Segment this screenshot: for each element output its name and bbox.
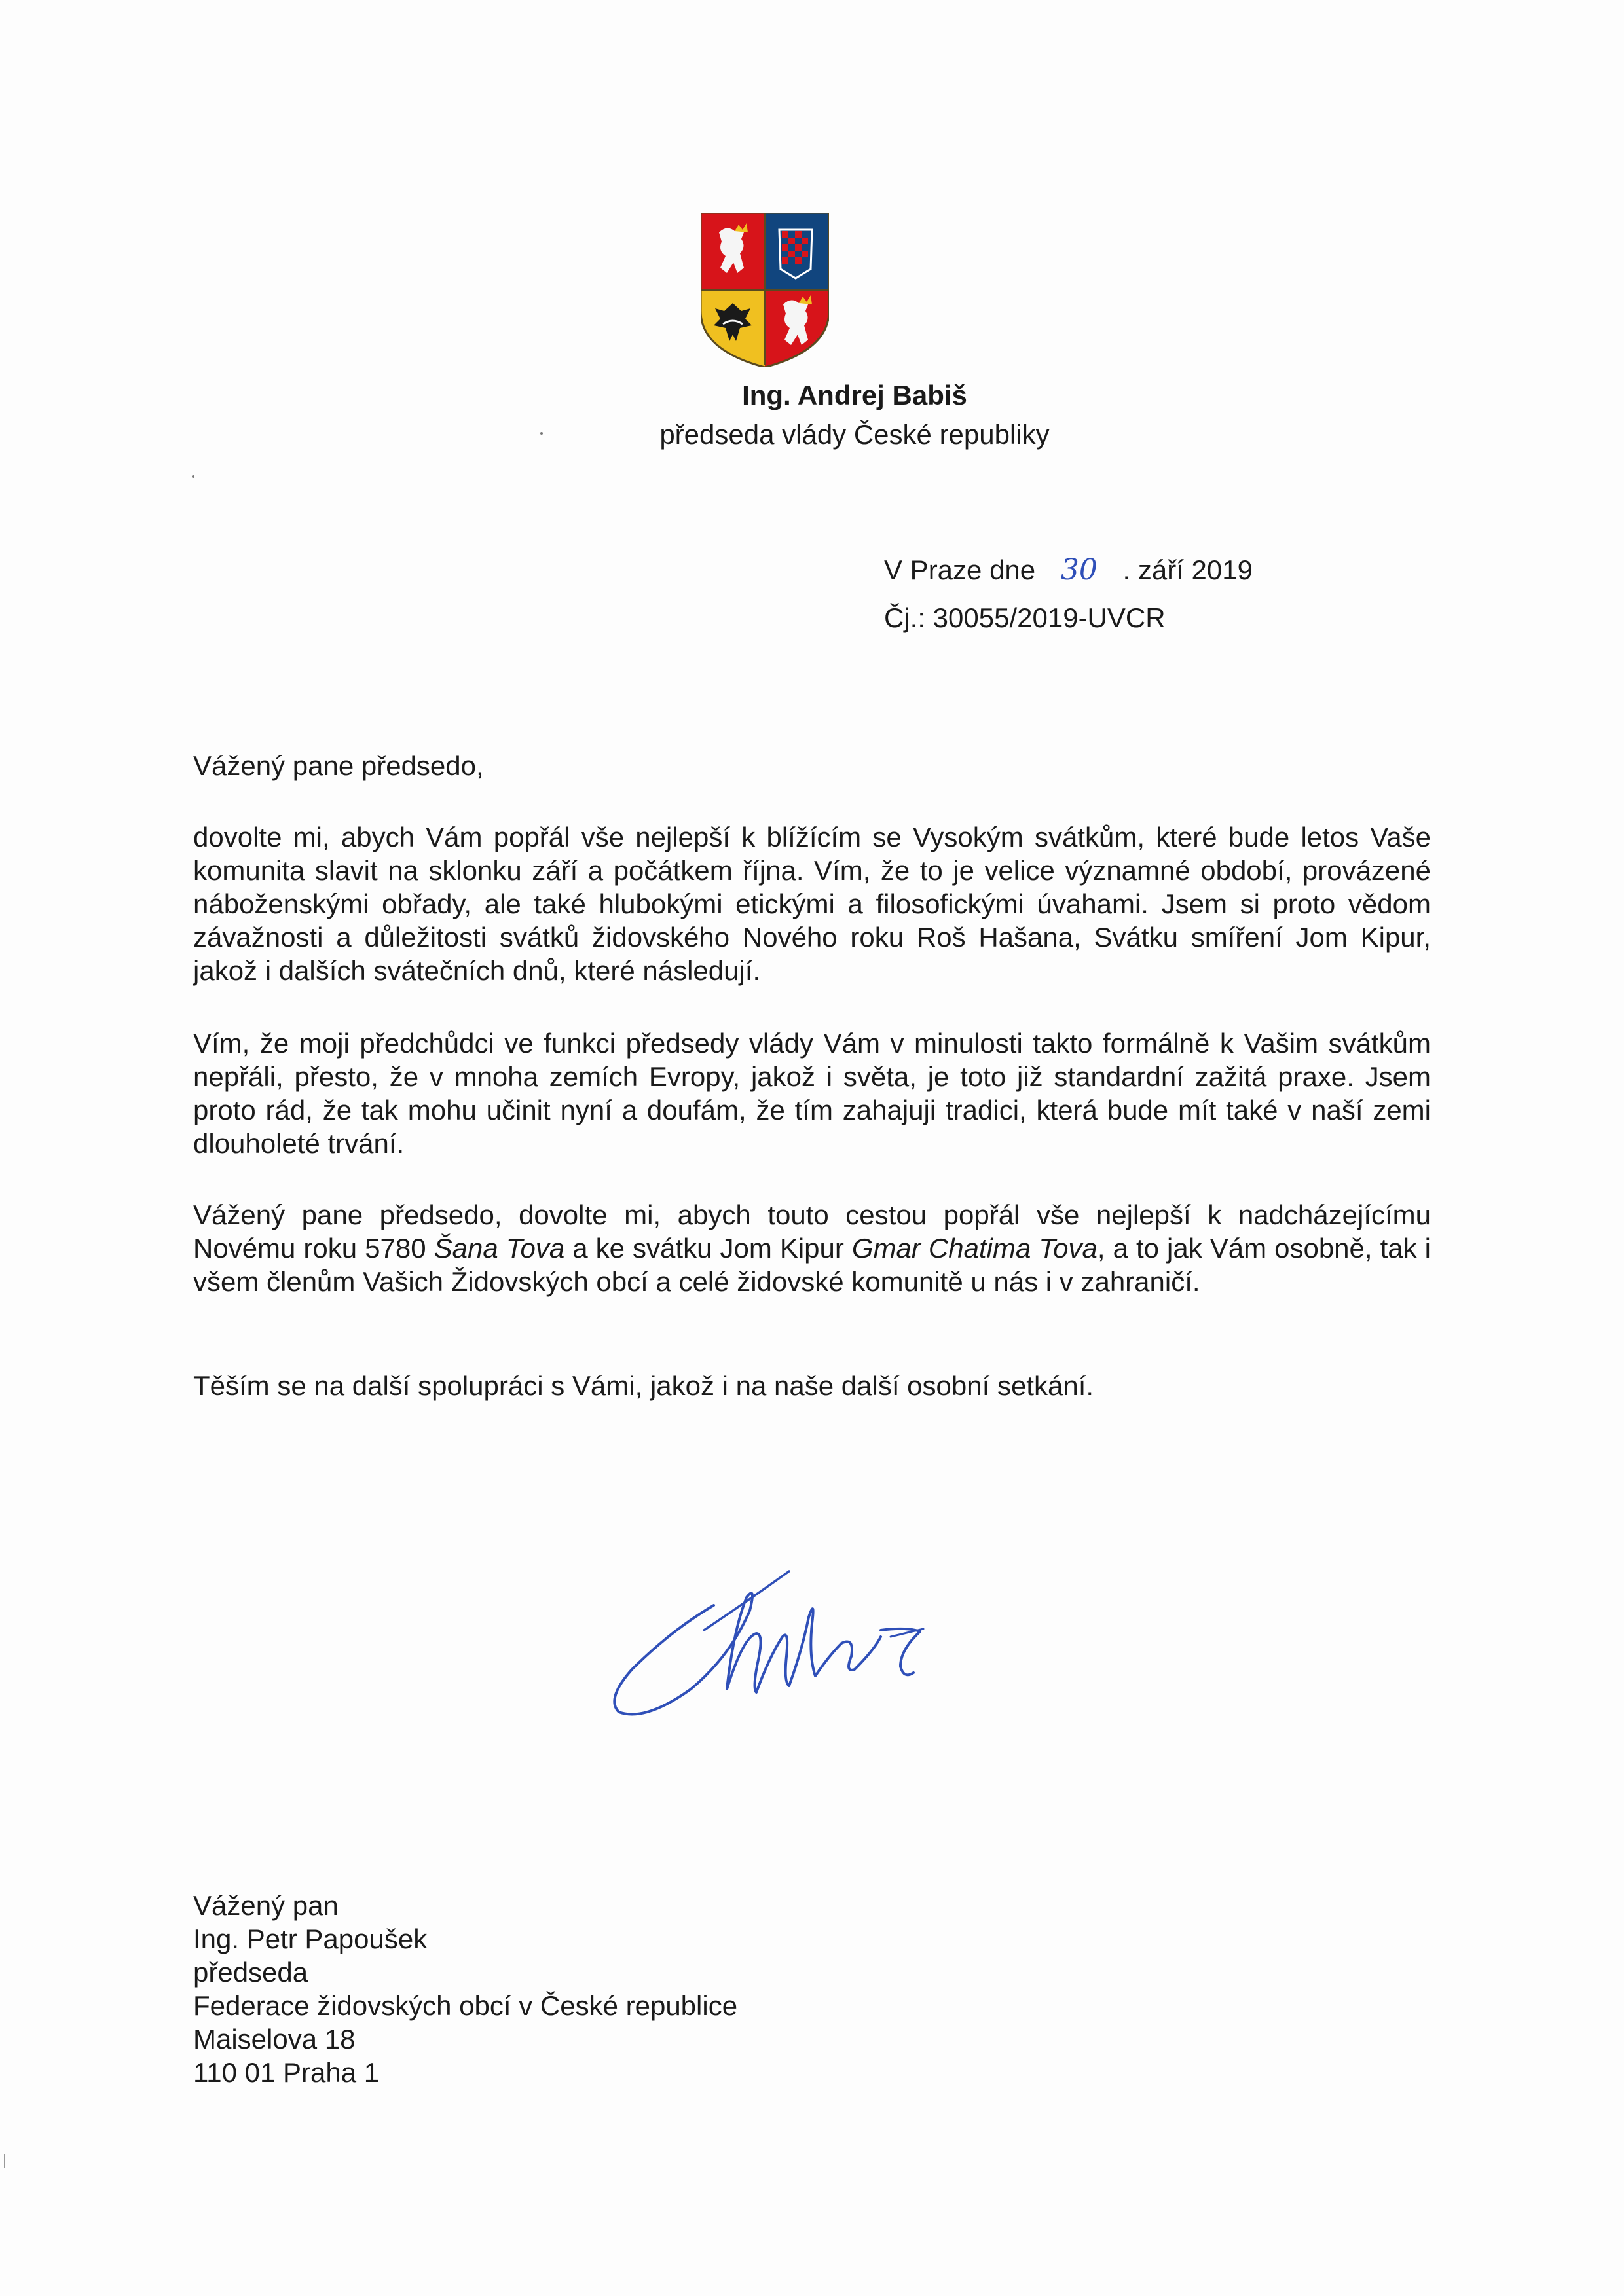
handwritten-day: 30: [1060, 553, 1098, 587]
recipient-organization: Federace židovských obcí v České republice: [193, 1990, 738, 2021]
recipient-street: Maiselova 18: [193, 2024, 356, 2054]
paragraph-2: Vím, že moji předchůdci ve funkci předsedy vlády Vám v minulosti takto formálně k Vašim svátkům nepřáli, přesto, že v mnoha zemích Evropy, jakož i světa, je toto již standardní zažitá praxe. Jsem proto rád, že tak mohu učinit nyní a doufám, že tím zahajuji tradici, která bude mít také v naší zemi dlouholeté trvání.: [193, 1028, 1431, 1159]
recipient-line: Vážený pan: [193, 1890, 339, 1921]
paragraph-3-greeting-1: Šana Tova: [434, 1233, 565, 1264]
date-suffix: . září 2019: [1122, 555, 1253, 585]
paragraph-3-text: , a to jak Vám osobně, tak i všem členům Vašich Židovských obcí a celé židovské komunitě u nás i v zahraničí.: [193, 1233, 1431, 1297]
scan-edge-mark: [4, 2154, 5, 2168]
recipient-address: [193, 1889, 737, 2089]
date-line: [884, 553, 1253, 587]
date-prefix: V Praze dne: [884, 555, 1036, 585]
reference-number: Čj.: 30055/2019-UVCR: [884, 602, 1166, 633]
paragraph-3: [193, 1198, 1431, 1298]
recipient-name: Ing. Petr Papoušek: [193, 1923, 428, 1954]
coat-of-arms-icon: [701, 213, 829, 367]
paragraph-1: dovolte mi, abych Vám popřál vše nejlepší k blížícím se Vysokým svátkům, které bude letos Vaše komunita slavit na sklonku září a počátkem října. Vím, že to je velice významné období, provázené náboženskými obřady, ale také hlubokými etickými a filosofickými úvahami. Jsem si proto vědom závažnosti a důležitosti svátků židovského Nového roku Roš Hašana, Svátku smíření Jom Kipur, jakož i dalších svátečních dnů, které následují.: [193, 822, 1431, 986]
scan-speck: [192, 475, 194, 478]
paragraph-3-text: a ke svátku Jom Kipur: [564, 1233, 852, 1264]
paragraph-3-greeting-2: Gmar Chatima Tova: [851, 1233, 1098, 1264]
scan-speck: [540, 432, 543, 435]
sender-title: předseda vlády České republiky: [659, 419, 1050, 450]
recipient-city: 110 01 Praha 1: [193, 2057, 380, 2088]
salutation: Vážený pane předsedo,: [193, 750, 484, 781]
paragraph-4: Těším se na další spolupráci s Vámi, jakož i na naše další osobní setkání.: [193, 1370, 1094, 1401]
recipient-role: předseda: [193, 1957, 308, 1988]
paragraph-3-text: Vážený pane předsedo, dovolte mi, abych touto cestou popřál vše nejlepší k nadcházejícímu Novému roku 5780: [193, 1199, 1431, 1264]
signature: [593, 1558, 999, 1728]
sender-name: Ing. Andrej Babiš: [742, 380, 967, 410]
